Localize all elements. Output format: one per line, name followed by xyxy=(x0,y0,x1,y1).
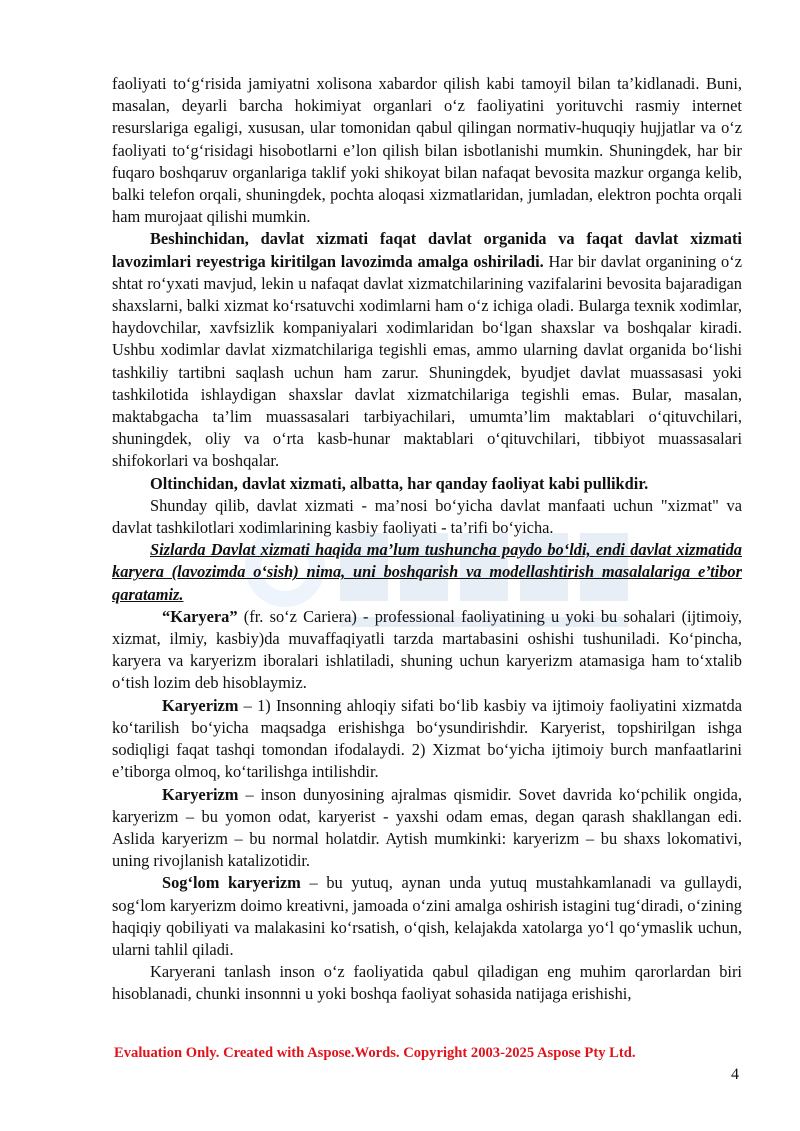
paragraph-7 xyxy=(112,695,742,784)
paragraph-10: Karyerani tanlash inson o‘z faoliyatida qabul qiladigan eng muhim qarorlardan biri hisoblanadi, chunki insonnni u yoki boshqa faoliyat sohasida natijaga erishishi, xyxy=(112,962,742,1004)
paragraph-9 xyxy=(112,872,742,961)
paragraph-6-text: (fr. so‘z Cariera) - professional faoliyatining u yoki bu sohalari (ijtimoiy, xizmat, ilmiy, kasbiy)da muvaffaqiyatli tarzda martabasini oshishi tushuniladi. Ko‘pincha, karyera va karyerizm iboralari ishlatiladi, shuning uchun karyerizm atamasiga ham to‘xtalib o‘tish lozim deb hisoblaymiz. xyxy=(112,606,742,693)
paragraph-8-bold: Karyerizm xyxy=(162,784,239,804)
paragraph-6-bold: “Karyera” xyxy=(162,606,238,626)
paragraph-7-bold: Karyerizm xyxy=(162,695,239,715)
paragraph-2-bold: Beshinchidan, davlat xizmati faqat davlat organida va faqat davlat xizmati lavozimlari reyestriga kiritilgan lavozimda amalga oshiriladi. xyxy=(112,229,742,271)
paragraph-3-bold: Oltinchidan, davlat xizmati, albatta, har qanday faoliyat kabi pullikdir. xyxy=(150,473,649,493)
paragraph-7-text: – 1) Insonning ahloqiy sifati bo‘lib kasbiy va ijtimoiy faoliyatini xizmatda ko‘tarilish bo‘yicha maqsadga erishishga bo‘ysundirishdir. Karyerist, topshirilgan ishga sodiqligi faqat tashqi tomondan ifodalaydi. 2) Xizmat bo‘yicha ijtimoiy burch manfaatlarini e’tiborga olmoq, ko‘tarilishga intilishdir. xyxy=(112,695,742,782)
evaluation-notice: Evaluation Only. Created with Aspose.Words. Copyright 2003-2025 Aspose Pty Ltd. xyxy=(114,1045,636,1061)
paragraph-5-underline: Sizlarda Davlat xizmati haqida ma’lum tushuncha paydo bo‘ldi, endi davlat xizmatida karyera (lavozimda o‘sish) nima, uni boshqarish va modellashtirish masalalariga e’tibor qaratamiz. xyxy=(112,540,742,604)
paragraph-5 xyxy=(112,539,742,606)
paragraph-2 xyxy=(112,228,742,472)
paragraph-3 xyxy=(112,473,742,495)
paragraph-6 xyxy=(112,606,742,695)
paragraph-8 xyxy=(112,784,742,873)
paragraph-1: faoliyati to‘g‘risida jamiyatni xolisona xabardor qilish kabi tamoyil bilan ta’kidlanadi. Buni, masalan, deyarli barcha hokimiyat organlari o‘z faoliyatini yorituvchi rasmiy internet resurslariga egaligi, xususan, ular tomonidan qabul qilingan normativ-huquqiy hujjatlar va o‘z faoliyati to‘g‘risidagi hisobotlarni e’lon qilish bilan isbotlanishi mumkin. Shuningdek, har bir fuqaro boshqaruv organlariga taklif yoki shikoyat bilan nafaqat bevosita mazkur organga kelib, balki telefon orqali, shuningdek, pochta aloqasi xizmatlaridan, jumladan, elektron pochta orqali ham murojaat qilishi mumkin. xyxy=(112,74,742,227)
paragraph-2-text: Har bir davlat organining o‘z shtat ro‘yxati mavjud, lekin u nafaqat davlat xizmatchilarining vazifalarini bevosita bajaradigan shaxslarni, balki xizmat ko‘rsatuvchi xodimlarni ham o‘z ichiga oladi. Bularga texnik xodimlar, haydovchilar, xavfsizlik kompaniyalari xodimlaridan bo‘lgan shaxslar va boshqalar kiradi. Ushbu xodimlar davlat xizmatchilariga tegishli emas, ammo ularning davlat organida bo‘lishi tashkiliy tartibni saqlash uchun ham zarur. Shuningdek, byudjet davlat muassasasi yoki tashkilotida ishlaydigan shaxslar davlat xizmatchilariga tegishli emas. Bular, masalan, maktabgacha ta’lim muassasalari tarbiyachilari, umumta’lim maktablari o‘qituvchilari, shuningdek, oliy va o‘rta kasb-hunar maktablari o‘qituvchilari, tibbiyot muassasalari shifokorlari va boshqalar. xyxy=(112,251,742,471)
paragraph-9-text: – bu yutuq, aynan unda yutuq mustahkamlanadi va gullaydi, sog‘lom karyerizm doimo kreativni, jamoada o‘zini amalga oshirish istagini tug‘diradi, o‘zining haqiqiy qobiliyati va malakasini ko‘rsatish, o‘qish, kelajakda xatolarga yo‘l qo‘ymaslik uchun, ularni tahlil qiladi. xyxy=(112,873,742,959)
paragraph-9-bold: Sog‘lom karyerizm xyxy=(162,873,301,893)
document-body xyxy=(112,73,742,1006)
page-number: 4 xyxy=(731,1066,739,1083)
paragraph-8-text: – inson dunyosining ajralmas qismidir. Sovet davrida ko‘pchilik ongida, karyerizm – bu yomon odat, karyerist - yaxshi odam emas, degan qarash shakllangan edi. Aslida karyerizm – bu normal holatdir. Aytish mumkinki: karyerizm – bu shaxs lokomativi, uning rivojlanish katalizotidir. xyxy=(112,784,742,871)
paragraph-4: Shunday qilib, davlat xizmati - ma’nosi bo‘yicha davlat manfaati uchun "xizmat" va davlat tashkilotlari xodimlarining kasbiy faoliyati - ta’rifi bo‘yicha. xyxy=(112,495,742,538)
